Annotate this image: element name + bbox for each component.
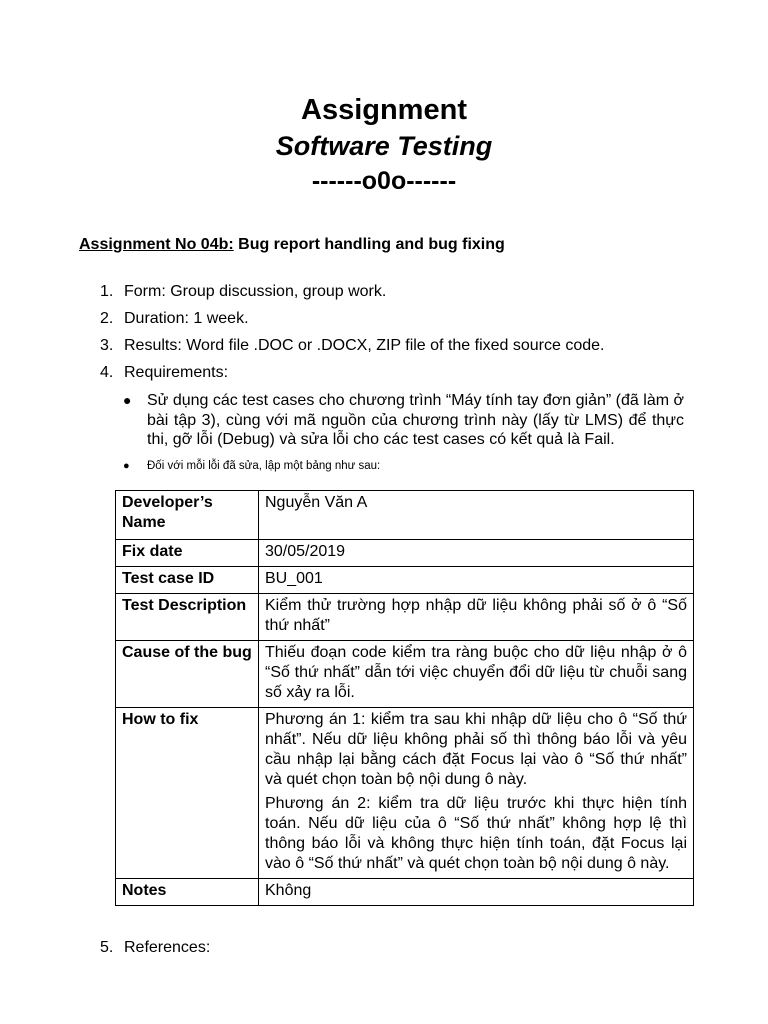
- list-item: [100, 363, 700, 390]
- bullet-item: [121, 391, 684, 450]
- field-value: Kiểm thử trường hợp nhập dữ liệu không phải số ở ô “Số thứ nhất”: [259, 594, 694, 641]
- list-number: 4.: [100, 364, 114, 381]
- list-number: 1.: [100, 283, 114, 300]
- assignment-topic: Bug report handling and bug fixing: [233, 236, 505, 253]
- table-row: [116, 491, 694, 540]
- bullet-text: Sử dụng các test cases cho chương trình “Máy tính tay đơn giản” (đã làm ở bài tập 3), cùng với mã nguồn của chương trình này (lấy từ LMS) để thực thi, gỡ lỗi (Debug) và sửa lỗi cho các test cases có kết quả là Fail.: [147, 392, 684, 448]
- bullet-text: Đối với mỗi lỗi đã sửa, lập một bảng như sau:: [147, 459, 381, 472]
- field-value: BU_001: [259, 567, 694, 594]
- references-item: [100, 938, 210, 958]
- assignment-number: Assignment No 04b:: [79, 236, 234, 253]
- field-value: Nguyễn Văn A: [259, 491, 694, 540]
- field-label: Developer’s Name: [116, 491, 259, 540]
- field-label: Notes: [116, 879, 259, 906]
- table-row: [116, 879, 694, 906]
- list-number: 2.: [100, 310, 114, 327]
- list-text: Duration: 1 week.: [124, 310, 249, 327]
- list-item: [100, 282, 700, 309]
- title-separator: ------o0o------: [311, 167, 457, 195]
- bullet-icon: ●: [123, 392, 132, 408]
- table-row: [116, 567, 694, 594]
- list-item: [100, 336, 700, 363]
- fix-option-2: Phương án 2: kiểm tra dữ liệu trước khi thực hiện tính toán. Nếu dữ liệu của ô “Số thứ nhất” không hợp lệ thì thông báo lỗi và không thực hiện tính toán, đặt Focus lại vào ô “Số thứ nhất” và quét chọn toàn bộ nội dung ô này.: [265, 795, 687, 872]
- field-label: Test Description: [116, 594, 259, 641]
- list-number: 3.: [100, 337, 114, 354]
- bullet-item: [121, 458, 684, 474]
- field-value: [259, 708, 694, 879]
- assignment-heading: [79, 236, 505, 254]
- bullet-icon: ●: [123, 459, 130, 472]
- list-text: Results: Word file .DOC or .DOCX, ZIP file of the fixed source code.: [124, 337, 605, 354]
- field-label: How to fix: [116, 708, 259, 879]
- fix-option-1: Phương án 1: kiểm tra sau khi nhập dữ liệu cho ô “Số thứ nhất”. Nếu dữ liệu không phải số thì thông báo lỗi và yêu cầu nhập lại bằng cách đặt Focus lại vào ô “Số thứ nhất” và quét chọn toàn bộ nội dung ô này.: [265, 711, 687, 788]
- field-value: Không: [259, 879, 694, 906]
- field-label: Fix date: [116, 540, 259, 567]
- table-row: [116, 708, 694, 879]
- document-subtitle: Software Testing: [275, 131, 493, 161]
- field-value: 30/05/2019: [259, 540, 694, 567]
- list-item: [100, 309, 700, 336]
- field-label: Test case ID: [116, 567, 259, 594]
- title-block: [0, 92, 768, 198]
- requirements-bullets: [121, 391, 684, 474]
- numbered-list: [100, 282, 700, 390]
- list-number: 5.: [100, 939, 114, 956]
- list-text: Requirements:: [124, 364, 229, 381]
- field-value: Thiếu đoạn code kiểm tra ràng buộc cho dữ liệu nhập ở ô “Số thứ nhất” dẫn tới việc chuyển đổi dữ liệu từ chuỗi sang số xảy ra lỗi.: [259, 641, 694, 708]
- field-label: Cause of the bug: [116, 641, 259, 708]
- table-row: [116, 641, 694, 708]
- table-row: [116, 540, 694, 567]
- table-row: [116, 594, 694, 641]
- list-text: Form: Group discussion, group work.: [124, 283, 387, 300]
- list-text: References:: [124, 939, 211, 956]
- document-title: Assignment: [301, 94, 467, 126]
- bug-report-table: [115, 490, 694, 906]
